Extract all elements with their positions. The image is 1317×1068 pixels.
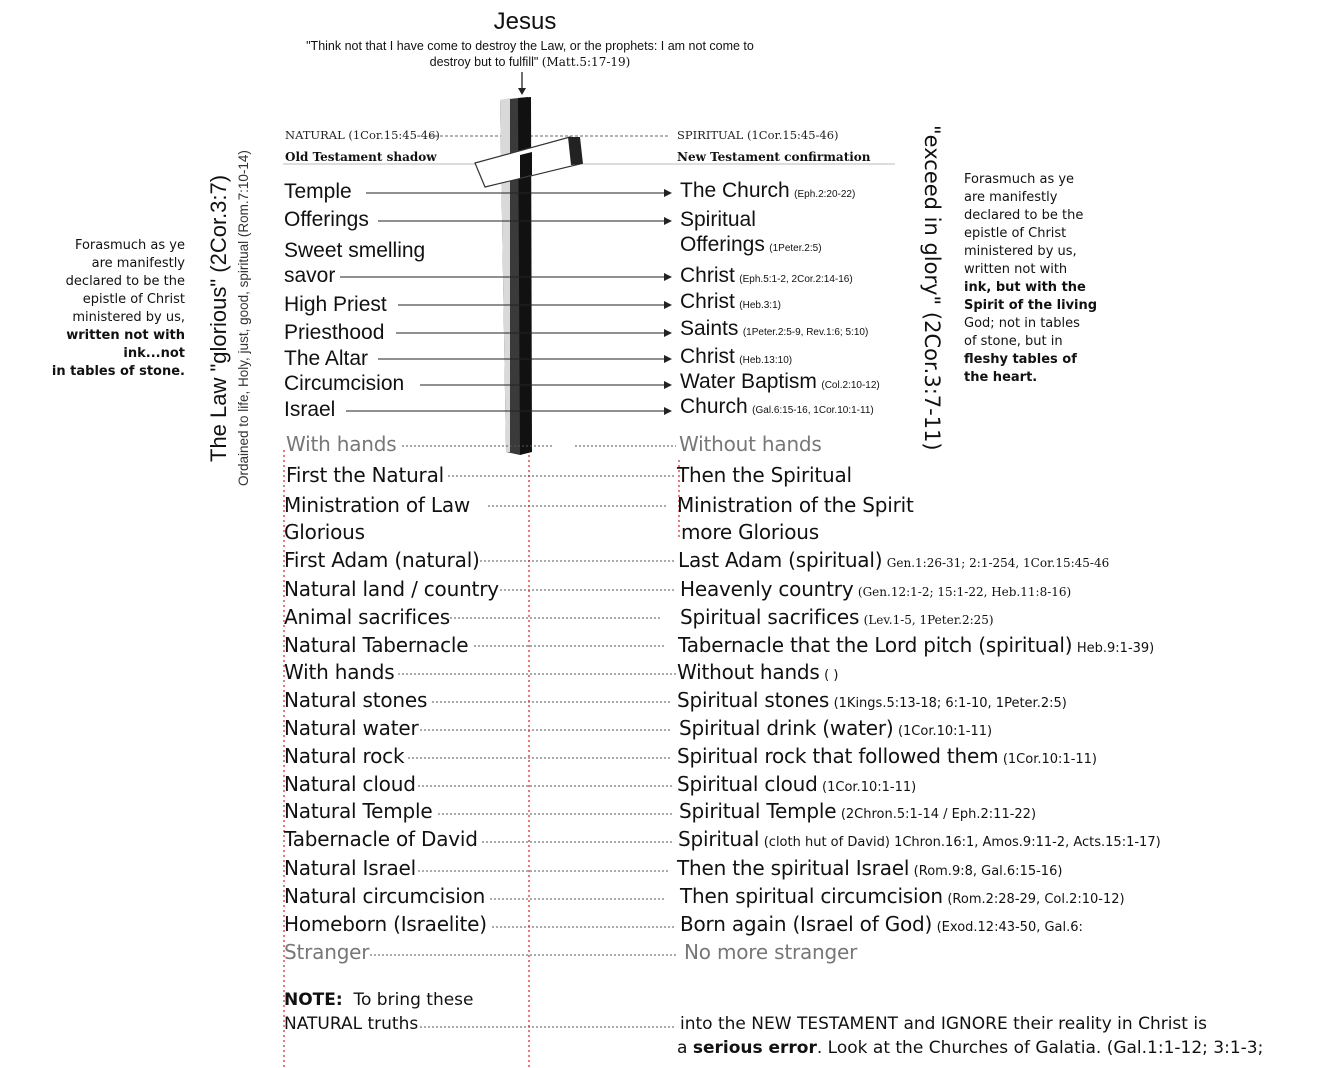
row-left: With hands [284, 660, 395, 684]
row-right: Spiritual rock that followed them (1Cor.10:1-11) [677, 744, 1097, 768]
row-right: Tabernacle that the Lord pitch (spiritual) Heb.9:1-39) [678, 633, 1155, 657]
row-right: Last Adam (spiritual) Gen.1:26-31; 2:1-254, 1Cor.15:45-46 [678, 548, 1110, 572]
row-left: Glorious [284, 520, 365, 544]
row-right: Heavenly country (Gen.12:1-2; 15:1-22, Heb.11:8-16) [680, 577, 1072, 601]
right-side-text: Forasmuch as ye are manifestly declared to be the epistle of Christ ministered by us, written not with ink, but with the Spirit of the living God; not in tables of stone, but in fleshy tables of the heart. [964, 172, 1098, 385]
quote-text: "Think not that I have come to destroy the Law, or the prophets: I am not come to destroy but to fulfill" [306, 39, 754, 69]
cross-left-item: Sweet smelling [284, 239, 426, 262]
row-left: Natural water [284, 716, 419, 740]
row-right: Spiritual (cloth hut of David) 1Chron.16:1, Amos.9:11-2, Acts.15:1-17) [678, 827, 1161, 851]
row-left: Natural Israel [284, 856, 416, 880]
cross-left-item: Circumcision [284, 372, 405, 395]
row-left: Animal sacrifices [284, 605, 450, 629]
row-right: Then the Spiritual [677, 463, 852, 487]
row-right: Spiritual sacrifices (Lev.1-5, 1Peter.2:25) [680, 605, 994, 629]
cross-left-item: High Priest [284, 293, 387, 316]
cross-right-item: Christ (Heb.3:1) [680, 290, 781, 313]
cross-right-item: The Church (Eph.2:20-22) [680, 179, 856, 202]
row-right: Born again (Israel of God) (Exod.12:43-50, Gal.6: [680, 912, 1083, 936]
cross-right-item: Church (Gal.6:15-16, 1Cor.10:1-11) [680, 395, 874, 418]
quote-ref: (Matt.5:17-19) [541, 55, 631, 69]
vertical-law-ordained: Ordained to life, Holy, just, good, spiritual (Rom.7:10-14) [236, 150, 251, 486]
cross-right-item: Water Baptism (Col.2:10-12) [680, 370, 880, 393]
cross-left-item: Temple [284, 180, 352, 203]
cross-right-item: Spiritual [680, 208, 756, 231]
row-right: Spiritual Temple (2Chron.5:1-14 / Eph.2:11-22) [679, 799, 1037, 823]
cross-right-item: Christ (Eph.5:1-2, 2Cor.2:14-16) [680, 264, 853, 287]
row-left: Natural Tabernacle [284, 633, 469, 657]
row-left: Natural Temple [284, 799, 433, 823]
row-left: Homeborn (Israelite) [284, 912, 487, 936]
row-left: Ministration of Law [284, 493, 471, 517]
quote-arrow-head [518, 88, 526, 95]
row-left: Stranger [284, 940, 370, 964]
cross-right-item: Christ (Heb.13:10) [680, 345, 793, 368]
page-title: Jesus [493, 8, 557, 35]
row-right: more Glorious [681, 520, 819, 544]
row-left: With hands [286, 432, 397, 456]
note-line-1: NOTE: To bring these [284, 990, 474, 1010]
right-subheader: New Testament confirmation [677, 150, 871, 164]
cross-left-item: The Altar [284, 347, 369, 370]
left-subheader: Old Testament shadow [285, 150, 437, 164]
row-right: Without hands [679, 432, 822, 456]
row-right: Without hands ( ) [677, 660, 839, 684]
row-right: Spiritual stones (1Kings.5:13-18; 6:1-10, 1Peter.2:5) [677, 688, 1067, 712]
cross-arrow-heads [664, 189, 672, 415]
row-left: Natural stones [284, 688, 428, 712]
row-left: Natural rock [284, 744, 405, 768]
row-right: Then the spiritual Israel (Rom.9:8, Gal.6:15-16) [677, 856, 1063, 880]
row-right: Ministration of the Spirit [677, 493, 914, 517]
cross-left-item: Priesthood [284, 321, 385, 344]
row-left: Natural circumcision [284, 884, 486, 908]
row-left: Natural land / country [284, 577, 499, 601]
note-line-2-right: into the NEW TESTAMENT and IGNORE their reality in Christ is [680, 1014, 1207, 1034]
row-left: First the Natural [286, 463, 444, 487]
row-right: Spiritual cloud (1Cor.10:1-11) [677, 772, 917, 796]
row-right: Spiritual drink (water) (1Cor.10:1-11) [679, 716, 993, 740]
right-header: SPIRITUAL (1Cor.15:45-46) [677, 128, 839, 142]
row-left: Natural cloud [284, 772, 416, 796]
cross-icon [475, 97, 583, 455]
cross-left-item: Israel [284, 398, 336, 421]
row-left: Tabernacle of David [284, 827, 478, 851]
left-side-text: Forasmuch as ye are manifestly declared to be the epistle of Christ ministered by us, written not with ink...not in tables of stone. [51, 238, 185, 379]
cross-right-item: Offerings (1Peter.2:5) [680, 233, 822, 256]
row-right: Then spiritual circumcision (Rom.2:28-29, Col.2:10-12) [680, 884, 1125, 908]
cross-right-item: Saints (1Peter.2:5-9, Rev.1:6; 5:10) [680, 317, 869, 340]
vertical-exceed-glory: "exceed in glory" (2Cor.3:7-11) [920, 125, 944, 451]
cross-left-item: savor [284, 264, 336, 287]
row-left: First Adam (natural) [284, 548, 480, 572]
row-right: No more stranger [684, 940, 858, 964]
left-header: NATURAL (1Cor.15:45-46) [285, 128, 440, 142]
note-line-2-left: NATURAL truths [284, 1014, 419, 1034]
vertical-law-glorious: The Law "glorious" (2Cor.3:7) [206, 174, 231, 462]
cross-left-item: Offerings [284, 208, 369, 231]
note-line-3: a serious error. Look at the Churches of Galatia. (Gal.1:1-12; 3:1-3; [677, 1038, 1264, 1058]
